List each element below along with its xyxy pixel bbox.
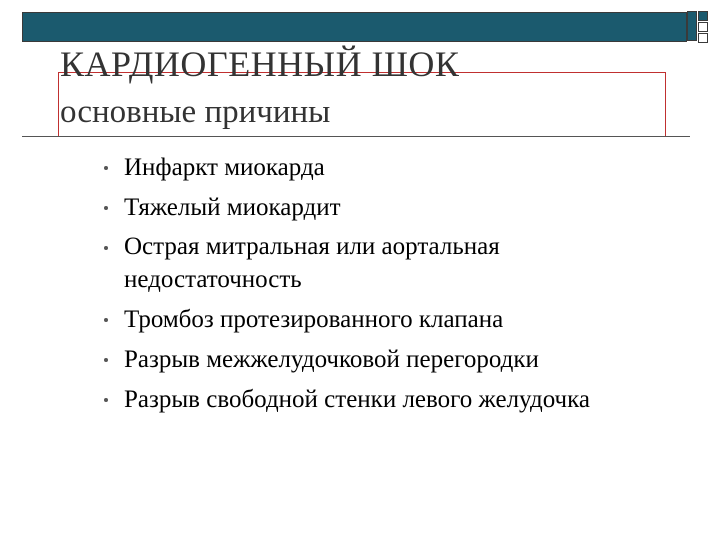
decor-square [698,22,708,32]
bullet-dot-icon [104,358,108,362]
list-item [104,150,604,185]
list-item [104,230,604,297]
decor-square [698,11,708,21]
list-item [104,302,604,337]
list-item [104,382,604,417]
slide-title: КАРДИОГЕННЫЙ ШОК [60,44,460,84]
list-item-text: Тяжелый миокардит [124,194,341,221]
list-item-text: Инфаркт миокарда [124,154,325,181]
title-divider [22,136,690,137]
bullet-list [104,150,604,422]
decor-square [687,11,697,41]
bullet-dot-icon [104,398,108,402]
list-item-text: Разрыв межжелудочковой перегородки [124,346,539,373]
header-bar [22,12,687,42]
list-item-text: Острая митральная или аортальная недостаточность [124,233,500,293]
corner-decoration [687,11,711,43]
list-item-text: Разрыв свободной стенки левого желудочка [124,386,590,413]
bullet-dot-icon [104,166,108,170]
list-item [104,190,604,225]
bullet-dot-icon [104,206,108,210]
bullet-dot-icon [104,246,108,250]
list-item [104,342,604,377]
bullet-dot-icon [104,318,108,322]
list-item-text: Тромбоз протезированного клапана [124,306,504,333]
decor-square [698,33,708,43]
slide-subtitle: основные причины [60,94,331,130]
